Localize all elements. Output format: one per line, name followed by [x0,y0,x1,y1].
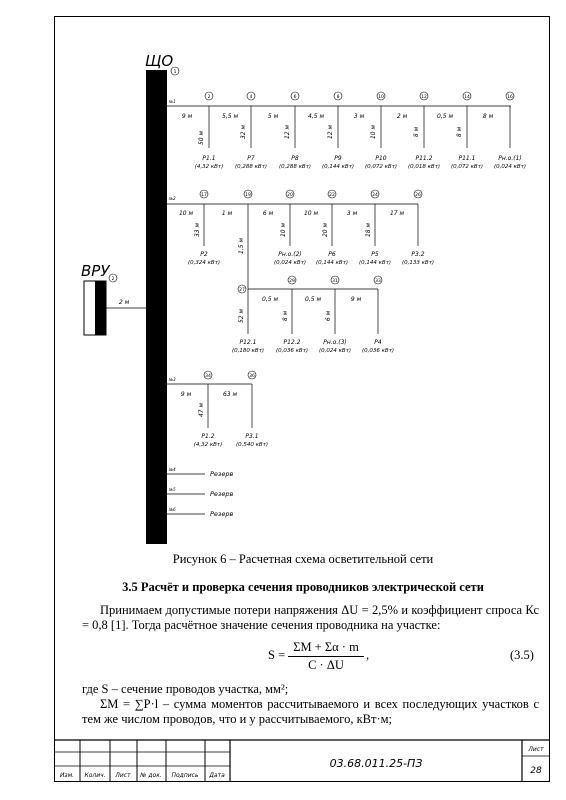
equation-number: (3.5) [510,648,534,662]
drop-length: 33 м [194,222,201,238]
load-power: (0,288 кВт) [234,164,268,170]
node-num: 4 [249,95,253,100]
drop-length: 12 м [327,124,334,140]
group-1 [167,92,526,170]
segment-length: 5,5 м [222,113,238,120]
panel-label: ЩО [145,52,174,70]
segment-length: 9 м [180,391,192,398]
stamp-headers [60,772,225,779]
node-num: 6 [293,95,297,100]
load-label: Р11.2 [415,155,433,162]
segment-length: 10 м [303,210,319,217]
load-power: (0,144 кВт) [315,260,349,266]
drop-length: 20 м [322,222,329,238]
drop-length: 50 м [198,130,205,146]
node-num: 29 [289,279,295,284]
load-label: Р5 [371,251,379,258]
load-power: (0,180 кВт) [231,348,265,354]
load-power: (0,024 кВт) [493,164,527,170]
stamp-header: Изм. [59,772,75,779]
node-num: 12 [421,95,427,100]
load-label: Р2 [200,251,208,258]
load-power: (4,32 кВт) [194,164,224,170]
load-label: Р1.2 [201,433,215,440]
panel-num: 1 [173,70,177,75]
load-power: (0,540 кВт) [235,442,269,448]
group-label: №3 [169,377,176,382]
load-label: Р9 [334,155,342,162]
segment-length: 9 м [350,296,362,303]
load-power: (0,324 кВт) [187,260,221,266]
figure-caption: Рисунок 6 – Расчетная схема осветительной сети [172,552,434,566]
load-label: Р10 [375,155,387,162]
load-label: Р3.2 [411,251,425,258]
load-label: Р11.1 [458,155,476,162]
drop-length: 52 м [238,308,245,324]
reserve-label: №4 [169,467,176,472]
group-label: №2 [169,196,176,201]
load-power: (0,018 кВт) [407,164,441,170]
paragraph: ΣM = ∑P·l – сумма моментов рассчитываемого и всех последующих участков с тем же числом проводов, что и у рассчитываемого, кВт·м; [82,697,539,726]
load-label: Р6 [328,251,336,258]
load-power: (0,036 кВт) [361,348,395,354]
formula-denominator: C · ΔU [308,658,344,672]
segment-length: 5 м [267,113,279,120]
segment-length: 6 м [262,210,274,217]
load-power: (0,036 кВт) [275,348,309,354]
segment-length: 9 м [181,113,193,120]
paragraph: где S – сечение проводов участка, мм²; [82,682,289,696]
node-num: 34 [205,374,211,379]
drop-length: 6 м [325,310,332,322]
sheet-number: 28 [530,766,542,776]
load-label: Р1.1 [202,155,216,162]
node-num: 31 [332,279,338,284]
reserve-text: Резерв [210,510,234,518]
load-power: (0,072 кВт) [450,164,484,170]
load-power: (0,288 кВт) [278,164,312,170]
load-label: Р12.1 [239,339,257,346]
reserve-label: №5 [169,487,176,492]
load-power: (4,32 кВт) [193,442,223,448]
group-label: №1 [169,99,176,104]
load-label: Р8 [291,155,299,162]
node-num: 10 [378,95,384,100]
segment-length: 10 м [178,210,194,217]
reserve-label: №6 [169,507,176,512]
drop-length: 8 м [456,126,463,138]
node-num: 14 [464,95,470,100]
stamp-header: Колич. [84,772,106,779]
drop-length: 8 м [413,126,420,138]
segment-length: 17 м [389,210,405,217]
drop-length: 12 м [284,124,291,140]
group-3 [167,371,268,448]
vru-cable-length: 2 м [118,299,130,306]
drop-length: 1,5 м [238,238,245,254]
node-num: 26 [415,193,421,198]
segment-length: 3 м [353,113,365,120]
node-num: 2 [207,95,211,100]
drop-length: 18 м [365,222,372,238]
load-power: (0,024 кВт) [273,260,307,266]
node-num: 22 [329,193,335,198]
segment-length: 0,5 м [305,296,321,303]
load-label: Р4 [374,339,382,346]
drop-length: 8 м [282,310,289,322]
group-2 [167,190,434,354]
doc-code: 03.68.011.25-ПЗ [329,757,423,770]
load-power: (0,072 кВт) [364,164,398,170]
sheet-label: Лист [528,746,544,753]
load-power: (0,144 кВт) [358,260,392,266]
reserve-lines [167,467,234,518]
stamp-header: № док. [140,772,162,779]
drop-length: 32 м [240,124,247,140]
node-num: 33 [375,279,381,284]
stamp-header: Подпись [171,772,199,779]
load-power: (0,144 кВт) [321,164,355,170]
load-label: Р3.1 [245,433,259,440]
drop-length: 10 м [280,222,287,238]
vru-num: 2 [111,277,115,282]
node-num: 20 [287,193,293,198]
node-num: 19 [245,193,251,198]
drop-length: 10 м [370,124,377,140]
vru-label: ВРУ [81,262,110,280]
formula-numerator: ΣM + Σα · m [288,640,364,657]
drop-length: 47 м [198,402,205,418]
node-num: 17 [201,193,207,198]
load-label: Рн.о.(3) [323,339,347,346]
panel-bar [146,70,167,544]
formula-lhs: S = [268,648,286,662]
reserve-text: Резерв [210,490,234,498]
node-num: 36 [249,374,255,379]
load-power: (0,133 кВт) [401,260,435,266]
segment-length: 8 м [482,113,494,120]
load-label: Р12.2 [283,339,301,346]
stamp-header: Дата [209,772,225,779]
node-num: 8 [336,95,340,100]
reserve-text: Резерв [210,470,234,478]
paragraph: Принимаем допустимые потери напряжения ΔU = 2,5% и коэффициент спроса Кс = 0,8 [1]. Тогда расчётное значение сечения проводника на участке: [82,603,539,632]
segment-length: 0,5 м [262,296,278,303]
load-power: (0,024 кВт) [318,348,352,354]
segment-length: 1 м [221,210,233,217]
stamp-header: Лист [115,772,131,779]
segment-length: 4,5 м [308,113,324,120]
segment-length: 63 м [222,391,238,398]
node-num: 27 [239,288,245,293]
node-num: 24 [372,193,378,198]
segment-length: 3 м [346,210,358,217]
segment-length: 2 м [396,113,408,120]
formula-comma: , [366,648,370,662]
load-label: Рн.о.(2) [278,251,302,258]
formula-fraction [288,640,364,673]
node-num: 16 [507,95,513,100]
load-label: Р7 [247,155,255,162]
load-label: Рн.о.(1) [498,155,522,162]
section-heading: 3.5 Расчёт и проверка сечения проводников электрической сети [122,580,484,594]
segment-length: 0,5 м [437,113,453,120]
